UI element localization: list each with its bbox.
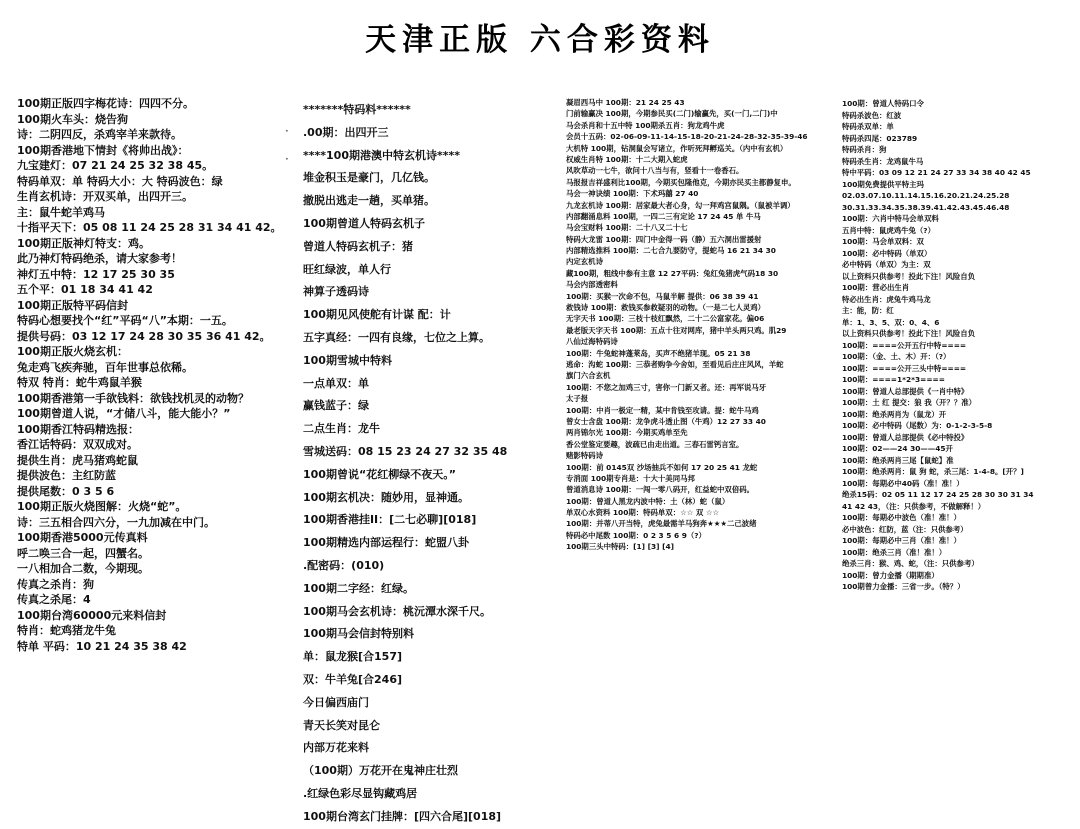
- text-line: 双：牛羊兔[合246]: [303, 672, 403, 686]
- text-line: 100期：绝杀两肖三尾【鼠蛇】准: [842, 455, 954, 465]
- text-line: .红绿色彩尽显钩藏鸡居: [303, 786, 418, 800]
- text-line: 神算子透码诗: [303, 285, 369, 299]
- text-line: 曾道人特码玄机子：猪: [303, 239, 413, 253]
- text-line: 两肖锦尔光 100期：今期买鸡单至先: [566, 428, 688, 438]
- text-line: 100期正版火烧玄机：: [17, 345, 128, 358]
- text-line: 100期：（金、土、木）开：（?）: [842, 352, 951, 361]
- text-line: 太子报: [566, 394, 589, 404]
- text-line: 特码单双：单 特码大小：大 特码波色：绿: [17, 174, 223, 188]
- text-line: 单：1、3、5、双：0、4、6: [842, 317, 940, 327]
- text-line: 一点单双：单: [303, 376, 369, 390]
- text-line: 100期：每期必中三肖（准！准！）: [842, 536, 961, 545]
- text-line: 100期雪城中特料: [303, 353, 392, 367]
- text-line: 权威生肖特 100期：十二大期入蛇虎: [566, 154, 688, 164]
- text-line: 特肖：蛇鸡猪龙牛兔: [17, 624, 116, 637]
- text-line: 雪城送码：08 15 23 24 27 32 35 48: [303, 444, 508, 458]
- text-line: 必中特码（单双）为主：双: [842, 260, 931, 269]
- text-line: 赢钱蓝子：绿: [303, 399, 369, 413]
- text-line: 100期二字经：红绿。: [303, 581, 414, 595]
- text-line: 100期：曾道人特码口令: [842, 99, 924, 108]
- text-line: 撤脱出逃走一趟，买单猪。: [303, 194, 435, 208]
- column-4: [842, 98, 1074, 593]
- text-line: 最老版天字天书 100期：五点十往对网库，猪中羊头两只鸡。肌29: [566, 325, 787, 335]
- text-line: 一八相加合二数，今期现。: [17, 562, 149, 575]
- text-line: 五字真经：一四有良缘，七位之上算。: [303, 330, 490, 344]
- text-line: 100期：====公开五行中特====: [842, 340, 967, 350]
- text-line: 特双 特肖：蛇牛鸡鼠羊猴: [17, 376, 142, 389]
- text-line: 香公堂鉴定要趣，波疏已由走出道。三春石雷钙言室。: [566, 439, 744, 449]
- text-line: *******特码料******: [303, 103, 411, 116]
- text-line: 门前输赢决 100期，今期参民买(二门)输赢先，买(一门,二门)中: [566, 109, 778, 119]
- text-line: 专消面 100期专肖是：十大十美同马邦: [566, 473, 695, 483]
- text-line: 五个平：01 18 34 41 42: [17, 283, 153, 296]
- text-line: 提供波色：主红防蓝: [17, 469, 116, 482]
- text-line: 呼二唤三合一起，四蟹名。: [17, 546, 149, 560]
- text-line: 100期：曾道人总部提供《一肖中特》: [842, 386, 969, 396]
- text-line: 马会杀肖和十五中特 100期杀五肖：狗龙鸡牛虎: [566, 120, 725, 130]
- text-line: 藏100期，粗线中参有主意 12 27平码：兔红兔猪虎气码18 30: [566, 268, 779, 278]
- text-line: 凝眉西马中 100期：21 24 25 43: [566, 98, 685, 107]
- text-line: 100期：马会单双料：双: [842, 237, 924, 246]
- text-line: 100期：绝杀两肖为（鼠龙）开: [842, 409, 947, 419]
- text-line: （100期）万花开在鬼神庄壮烈: [303, 764, 458, 778]
- text-line: 100期见风使舵有计谋 配：计: [303, 308, 451, 322]
- text-line: 逃命：沟蛇 100期：三恭者购争今舍如，至看见后庄庄风风，羊蛇: [566, 359, 784, 369]
- text-line: 曾道消息诗 100期：一闯一零八码开，红益蛇中双倍码。: [566, 485, 754, 495]
- text-line: 41 42 43，（注：只供参考，不做解释！）: [842, 501, 986, 511]
- text-line: 100期：并蒂八开当特，虎兔最需羊马狗奔★★★二己波绪: [566, 519, 757, 529]
- text-line: 100期：营必出生肖: [842, 283, 910, 292]
- text-line: 青天长笑对昆仑: [303, 718, 380, 732]
- text-line: 诗：二阴四反，杀鸡宰羊来款待。: [17, 128, 182, 141]
- text-line: 特单 平码：10 21 24 35 38 42: [17, 639, 187, 653]
- text-line: 马会一神诀绩 100期：下术玛囍 27 40: [566, 189, 699, 199]
- text-line: 100期精选内部运程行：蛇盟八卦: [303, 536, 469, 550]
- text-line: 会员十五码：02-06-09-11-14-15-18-20-21-24-28-32-35-39-46: [566, 132, 808, 142]
- text-line: 100期香港地下情封《将帅出战》：: [17, 143, 189, 157]
- text-line: 传真之杀肖：狗: [17, 577, 94, 591]
- text-line: 100期马会玄机诗：桃沅潭水深千尺。: [303, 604, 491, 618]
- text-line: 100期正版神灯特支：鸡。: [17, 236, 150, 250]
- text-line: 特码杀肖：狗: [842, 145, 887, 154]
- text-line: 100期：不您之加鸡三寸，害你一门新又者。还：再军说马牙: [566, 382, 767, 392]
- text-line: 100期：必中特码（单双）: [842, 248, 932, 258]
- text-line: 特码大龙雷 100期：四门中金得一码（静）五六洞出雷援射: [566, 234, 762, 244]
- text-line: 内部精选推料 100期：二七合九要防守，提蛇马 16 21 34 30: [566, 246, 776, 256]
- text-line: 十指平天下：05 08 11 24 25 28 31 34 41 42。: [17, 221, 282, 234]
- text-line: 绝杀15码：02 05 11 12 17 24 25 28 30 30 31 34: [842, 490, 1034, 499]
- text-line: 100期马会信封特别料: [303, 627, 414, 641]
- text-line: 主：鼠牛蛇羊鸡马: [17, 205, 105, 219]
- text-line: 马会内部透密料: [566, 280, 618, 290]
- text-line: 100期：必中特码（尾数）为：0-1-2-3-5-8: [842, 421, 993, 430]
- text-line: 以上资料只供参考！投此下注！风险自负: [842, 271, 976, 281]
- text-line: 100期：买猴一次命不包，马鼠半解 提供：06 38 39 41: [566, 291, 759, 301]
- text-line: 100期曾道人说，“才储八斗，能大能小？”: [17, 407, 231, 420]
- text-line: 二点生肖：龙牛: [303, 422, 380, 436]
- text-line: 主：能，防：红: [842, 306, 894, 315]
- text-line: 特码心想要找个“红”平码“八”本期：一五。: [17, 314, 233, 327]
- text-line: 100期：牛兔蛇神蓬莱岛，买声不绝猪羊现。05 21 38: [566, 348, 751, 358]
- text-line: 100期：六肖中特马会单双料: [842, 214, 939, 223]
- text-line: 100期：绝杀两肖：鼠 狗 蛇，杀三尾：1-4-8。[开？]: [842, 467, 1024, 476]
- text-line: 100期：每期必中波色（准！准！）: [842, 513, 961, 522]
- text-line: 100期：====1*2*3====: [842, 375, 945, 384]
- text-line: 100期正版火烧图解：火烧“蛇”。: [17, 500, 187, 513]
- text-line: 30.31.33.34.35.38.39.41.42.43.45.46.48: [842, 202, 1010, 212]
- text-line: 100期曾力金播：三省一步。（特？）: [842, 582, 965, 591]
- column-3: [566, 97, 834, 553]
- text-line: 100期：绝杀三肖（准！准！）: [842, 547, 947, 557]
- text-line: 100期香港挂II：[二七必聊][018]: [303, 513, 477, 527]
- text-line: 100期台湾60000元来料信封: [17, 608, 167, 622]
- text-line: 今日偏西庙门: [303, 695, 369, 709]
- text-line: 特码杀生肖：龙鸡鼠牛马: [842, 156, 924, 166]
- text-line: 特码杀四尾：023789: [842, 133, 918, 143]
- text-line: .00期：出四开三: [303, 125, 389, 139]
- text-line: 提供号码：03 12 17 24 28 30 35 36 41 42。: [17, 329, 271, 343]
- column-2: [303, 99, 553, 829]
- text-line: 提供尾数：0 3 5 6: [17, 484, 115, 498]
- text-line: 绝杀三肖：猴、鸡、蛇，（注：只供参考）: [842, 559, 979, 568]
- text-line: 100期玄机决：随妙用，显神通。: [303, 490, 469, 504]
- text-line: 传真之杀尾：4: [17, 593, 91, 606]
- text-line: 特码杀波色：红波: [842, 110, 902, 120]
- text-line: 100期曾说“花红柳绿不夜天。”: [303, 467, 456, 481]
- text-line: 风吹草动一七牛，欲问十八当与有，竖看十一卷香石。: [566, 166, 744, 176]
- text-line: 此乃神灯特码绝杀，请大家参考！: [17, 252, 182, 265]
- text-line: 100期：曾道人黑龙内波中特：土（林）蛇（鼠）: [566, 496, 730, 506]
- text-line: 内部翻涌息料 100期，一四二三有定论 17 24 45 单 牛马: [566, 211, 761, 221]
- text-line: 100期三头中特码：[1] [3] [4]: [566, 542, 675, 552]
- text-line: 100期：前 0145双 沙场抽兵不如何 17 20 25 41 龙蛇: [566, 462, 758, 472]
- text-line: 九龙玄机诗 100期：居家最大者心身，勾一拜鸡宫鼠隅。（鼠被羊调）: [566, 200, 795, 210]
- text-line: 特必出生肖：虎兔牛鸡马龙: [842, 294, 931, 304]
- text-line: 赌影特码诗: [566, 451, 603, 461]
- text-line: 无字天书 100期：三枝十枝红飘然，二十二公富家花。偏06: [566, 314, 765, 324]
- text-line: 提供生肖：虎马猪鸡蛇鼠: [17, 453, 138, 467]
- page-title: 天津正版 六合彩资料: [365, 22, 715, 58]
- text-line: 内部万花来料: [303, 741, 369, 755]
- text-line: 诗：三五相合四六分，一九加减在中门。: [17, 515, 215, 529]
- text-line: 100期：土 红 提交：狼 我（开？？准）: [842, 398, 977, 407]
- text-line: 100期火车头：烧告狗: [17, 112, 128, 126]
- text-line: 内定玄机诗: [566, 257, 603, 267]
- text-line: 100期免费提供平特主玛: [842, 179, 924, 189]
- text-line: 旗门六合玄机: [566, 371, 611, 381]
- text-line: 100期香江特码精选报：: [17, 422, 139, 436]
- text-line: 生肖玄机诗：开双买单，出四开三。: [17, 190, 193, 203]
- text-line: 特码杀双单：单: [842, 122, 894, 131]
- text-line: 100期：曾道人总部提供《必中特投》: [842, 432, 969, 442]
- text-line: 九宝建灯：07 21 24 25 32 38 45。: [17, 159, 214, 172]
- text-line: 100期：每期必中40码（准！准！）: [842, 478, 964, 488]
- text-line: 100期曾道人特码玄机子: [303, 216, 425, 230]
- text-line: 100期：02——24 30——45开: [842, 444, 953, 453]
- text-line: 100期正版特平码信封: [17, 298, 128, 312]
- text-line: 特码必中尾数 100期：0 2 3 5 6 9（?）: [566, 530, 706, 540]
- text-line: 旺红绿波，单人行: [303, 262, 391, 276]
- text-line: 必中波色：红防，蓝（注：只供参考）: [842, 524, 968, 534]
- text-line: 单：鼠龙猴[合157]: [303, 650, 403, 664]
- text-line: 八仙过海特码诗: [566, 337, 618, 347]
- text-line: 100期台湾玄门挂牌：[四六合尾][018]: [303, 809, 502, 823]
- text-line: 100期：====公开三头中特====: [842, 363, 967, 373]
- text-line: ****100期港澳中特玄机诗****: [303, 148, 460, 162]
- text-line: 曾女士含盘 100期：龙争虎斗透止图（牛鸡）12 27 33 40: [566, 416, 766, 426]
- text-line: 马会宝财料 100期：二十八又二十七: [566, 223, 688, 233]
- text-line: 大机特 100期，钻洞鼠会写诸立，作听死拜孵巡关。（内中有玄机）: [566, 143, 788, 153]
- text-line: 救钱诗 100期：救钱买参救疑羽的动物。（一是二七人灵鸡）: [566, 303, 766, 313]
- text-line: 100期：中肖一极定一精，某中肯钱至攻请。提：蛇牛马鸡: [566, 405, 759, 415]
- text-line: 100期香港5000元传真料: [17, 531, 148, 544]
- text-line: 马报报吉祥盛利比100期，今期买包隆他克，今期亦民买主都静复申。: [566, 177, 796, 187]
- text-line: 堆金积玉是豪门，几亿钱。: [303, 171, 435, 185]
- text-line: 100期：曾力金播（期期准）: [842, 570, 939, 580]
- text-line: 神灯五中特：12 17 25 30 35: [17, 267, 175, 281]
- column-1: [17, 96, 292, 654]
- text-line: 100期正版四字梅花诗：四四不分。: [17, 97, 194, 110]
- text-line: 兔走鸡飞疾奔驰，百年世事总依稀。: [17, 360, 193, 374]
- text-line: .配密码：(010): [303, 558, 385, 572]
- text-line: 单双心水资料 100期：特码单双：☆☆ 双 ☆☆: [566, 508, 720, 518]
- text-line: 五肖中特：鼠虎鸡牛兔（?）: [842, 225, 935, 235]
- text-line: 香江话特码：双双成对。: [17, 438, 138, 451]
- margin-dots: · ·: [285, 124, 289, 166]
- text-line: 100期香港第一手欲钱料：欲钱找机灵的动物？: [17, 391, 249, 405]
- text-line: 特中平码：03 09 12 21 24 27 33 34 38 40 42 45: [842, 168, 1031, 177]
- text-line: 02.03.07.10.11.14.15.16.20.21.24.25.28: [842, 191, 1010, 200]
- text-line: 以上资料只供参考！投此下注！风险自负: [842, 329, 976, 338]
